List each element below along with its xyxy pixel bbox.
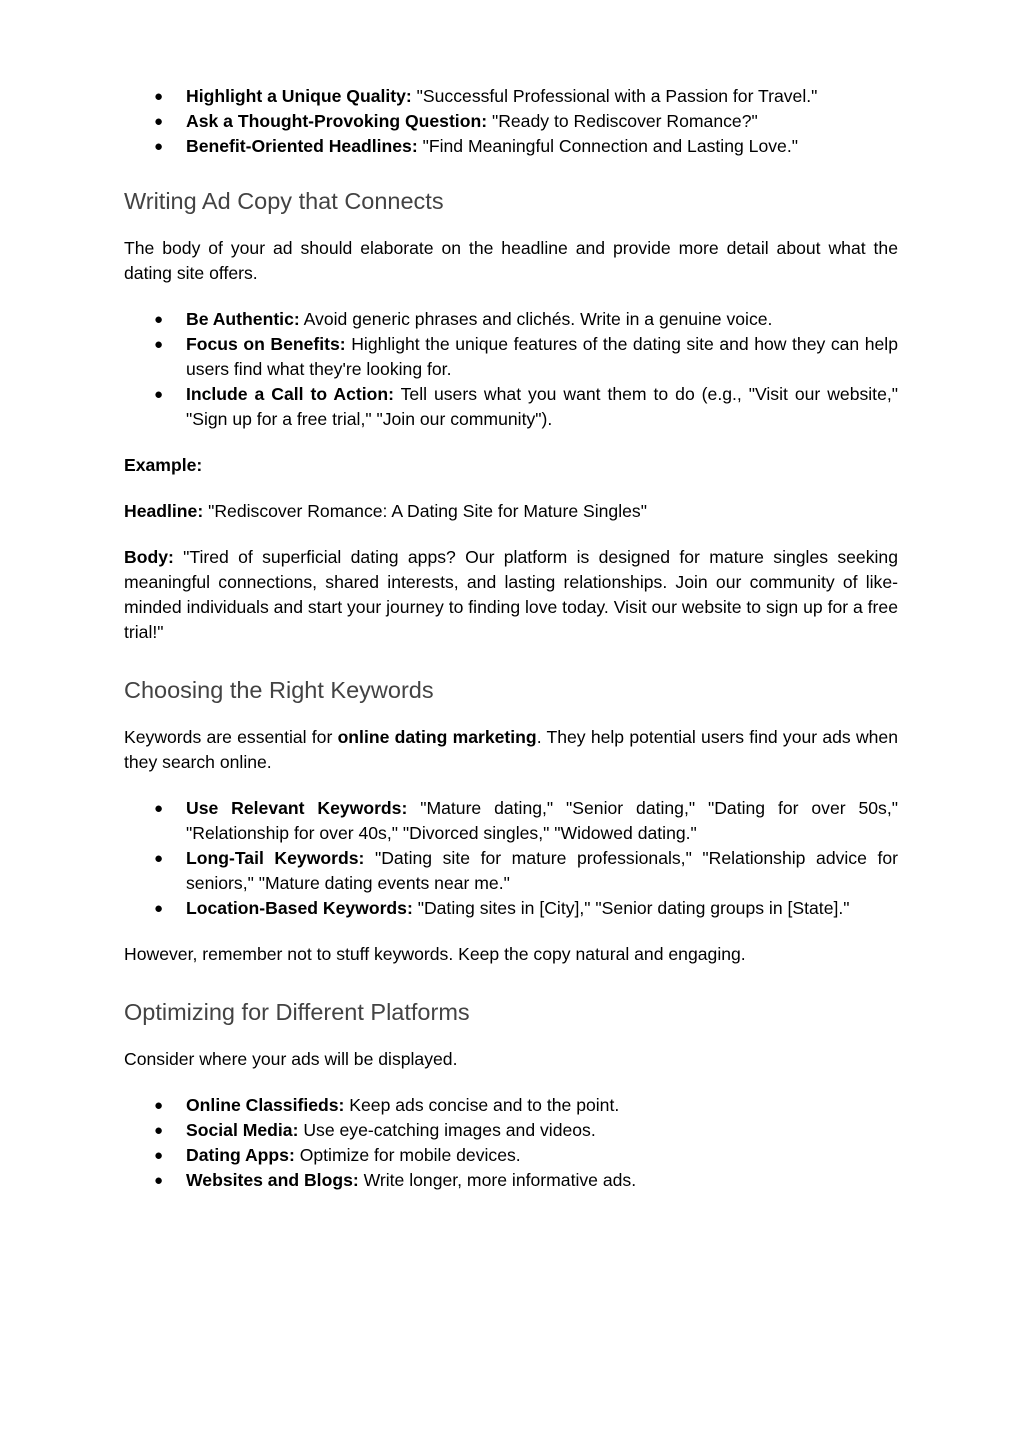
keywords-para-text-end: . They help potential users find your ads when they search online. — [124, 727, 899, 772]
example-label-text: Example: — [124, 455, 203, 475]
keywords-para-bold: online dating marketing — [337, 727, 537, 747]
bullet-text: Avoid generic phrases and clichés. Write in a genuine voice. — [299, 309, 773, 329]
bullet-bold-label: Ask a Thought-Provoking Question: — [186, 111, 488, 131]
bullet-bold-label: Use Relevant Keywords: — [186, 798, 408, 818]
bullet-text: Use eye-catching images and videos. — [298, 1120, 596, 1140]
list-item — [124, 1143, 898, 1168]
example-body — [124, 545, 898, 645]
bullet-bold-label: Include a Call to Action: — [186, 384, 394, 404]
bullet-bold-label: Websites and Blogs: — [186, 1170, 359, 1190]
section-heading-keywords: Choosing the Right Keywords — [124, 677, 434, 703]
bullet-text: "Mature dating," "Senior dating," "Dating for over 50s," "Relationship for over 40s," "Divorced singles," "Widowed dating." — [186, 798, 898, 843]
list-item — [124, 1093, 898, 1118]
list-item — [124, 1118, 898, 1143]
list-item — [124, 84, 898, 109]
headline-label: Headline: — [124, 501, 204, 521]
platforms-paragraph: Consider where your ads will be displayed. — [124, 1049, 458, 1069]
bullet-bold-label: Focus on Benefits: — [186, 334, 346, 354]
keywords-paragraph — [124, 725, 898, 775]
bullet-bold-label: Be Authentic: — [186, 309, 300, 329]
body-text: "Tired of superficial dating apps? Our platform is designed for mature singles seeking meaningful connections, shared interests, and lasting relationships. Join our community of like-minded individuals and start your journey to finding love today. Visit our website to sign up for a free trial!" — [124, 547, 898, 642]
list-item — [124, 1168, 898, 1193]
list-item — [124, 332, 898, 382]
bullet-text: "Dating site for mature professionals," "Relationship advice for seniors," "Mature dating events near me." — [186, 848, 898, 893]
bullet-bold-label: Location-Based Keywords: — [186, 898, 413, 918]
section-heading-ad-copy: Writing Ad Copy that Connects — [124, 188, 444, 214]
bullet-bold-label: Dating Apps: — [186, 1145, 295, 1165]
bullet-text: Optimize for mobile devices. — [294, 1145, 521, 1165]
list-item — [124, 382, 898, 432]
platforms-tips-list — [124, 1093, 898, 1193]
bullet-text: Tell users what you want them to do (e.g., "Visit our website," "Sign up for a free trial," "Join our community"). — [186, 384, 898, 429]
list-item — [124, 307, 898, 332]
list-item — [124, 896, 898, 921]
ad-copy-tips-list — [124, 307, 898, 432]
bullet-text: Highlight the unique features of the dating site and how they can help users find what they're looking for. — [186, 334, 899, 379]
list-item — [124, 846, 898, 896]
bullet-bold-label: Online Classifieds: — [186, 1095, 345, 1115]
list-item — [124, 796, 898, 846]
keywords-tips-list — [124, 796, 898, 921]
bullet-text: Keep ads concise and to the point. — [344, 1095, 620, 1115]
ad-copy-paragraph: The body of your ad should elaborate on the headline and provide more detail about what the dating site offers. — [124, 238, 898, 283]
example-headline — [124, 499, 898, 524]
bullet-text: "Find Meaningful Connection and Lasting Love." — [417, 136, 798, 156]
headline-text: "Rediscover Romance: A Dating Site for Mature Singles" — [203, 501, 647, 521]
headline-tips-list — [124, 84, 898, 159]
bullet-bold-label: Benefit-Oriented Headlines: — [186, 136, 418, 156]
keywords-closing: However, remember not to stuff keywords. Keep the copy natural and engaging. — [124, 944, 746, 964]
bullet-text: Write longer, more informative ads. — [358, 1170, 637, 1190]
keywords-para-text: Keywords are essential for — [124, 727, 338, 747]
body-label: Body: — [124, 547, 174, 567]
bullet-bold-label: Highlight a Unique Quality: — [186, 86, 412, 106]
list-item — [124, 134, 898, 159]
example-label — [124, 453, 898, 478]
document-content — [124, 84, 898, 1193]
bullet-text: "Ready to Rediscover Romance?" — [487, 111, 758, 131]
list-item — [124, 109, 898, 134]
bullet-bold-label: Long-Tail Keywords: — [186, 848, 365, 868]
bullet-text: "Successful Professional with a Passion for Travel." — [411, 86, 818, 106]
bullet-bold-label: Social Media: — [186, 1120, 299, 1140]
bullet-text: "Dating sites in [City]," "Senior dating groups in [State]." — [412, 898, 850, 918]
section-heading-platforms: Optimizing for Different Platforms — [124, 999, 470, 1025]
